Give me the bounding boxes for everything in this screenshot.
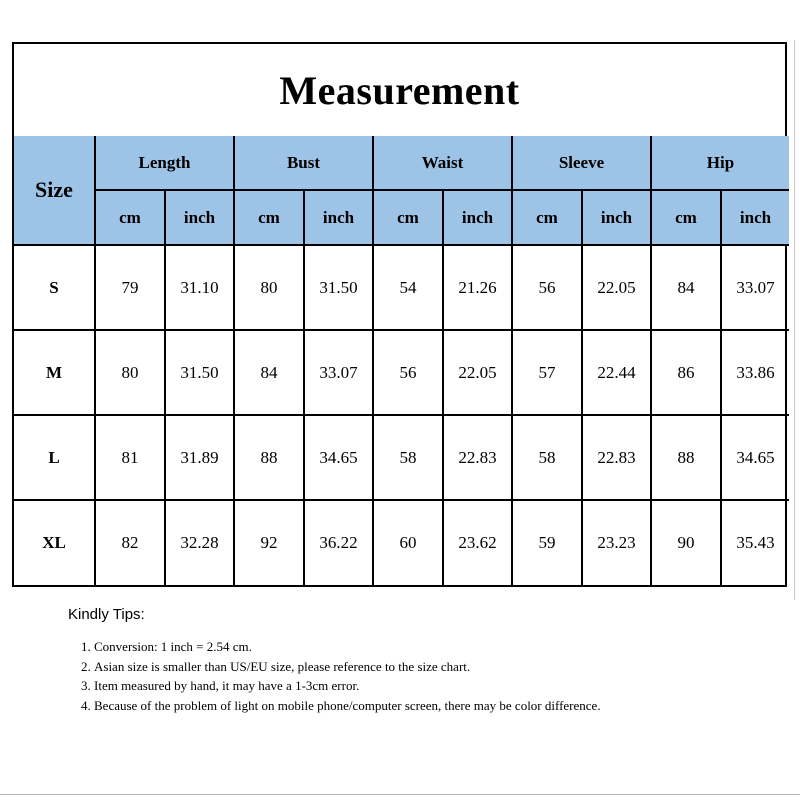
chart-title: Measurement <box>279 67 520 113</box>
table-cell: 58 <box>513 416 583 501</box>
kindly-tips <box>68 606 708 715</box>
row-size-label: M <box>14 331 96 416</box>
table-cell: 31.50 <box>166 331 235 416</box>
table-cell: 88 <box>652 416 722 501</box>
table-cell: 34.65 <box>305 416 374 501</box>
table-cell: 60 <box>374 501 444 585</box>
size-chart <box>12 42 787 587</box>
table-cell: 81 <box>96 416 166 501</box>
table-cell: 88 <box>235 416 305 501</box>
unit-header-cm: cm <box>96 191 166 246</box>
table-cell: 57 <box>513 331 583 416</box>
table-cell: 90 <box>652 501 722 585</box>
tips-list <box>68 637 708 715</box>
unit-header-inch: inch <box>166 191 235 246</box>
column-header-sleeve: Sleeve <box>513 136 652 191</box>
page-edge-bottom <box>0 794 800 795</box>
tip-item: 3. Item measured by hand, it may have a 1-3cm error. <box>94 676 708 696</box>
measurement-table <box>14 136 785 585</box>
table-cell: 31.50 <box>305 246 374 331</box>
tip-item: 2. Asian size is smaller than US/EU size, please reference to the size chart. <box>94 657 708 677</box>
table-cell: 54 <box>374 246 444 331</box>
column-header-hip: Hip <box>652 136 789 191</box>
table-cell: 56 <box>374 331 444 416</box>
row-size-label: S <box>14 246 96 331</box>
table-cell: 80 <box>235 246 305 331</box>
page-edge-right <box>794 40 795 600</box>
table-cell: 84 <box>652 246 722 331</box>
table-cell: 22.44 <box>583 331 652 416</box>
table-cell: 23.62 <box>444 501 513 585</box>
table-cell: 92 <box>235 501 305 585</box>
table-cell: 59 <box>513 501 583 585</box>
unit-header-inch: inch <box>722 191 789 246</box>
table-cell: 21.26 <box>444 246 513 331</box>
table-cell: 33.07 <box>722 246 789 331</box>
table-cell: 34.65 <box>722 416 789 501</box>
table-cell: 31.10 <box>166 246 235 331</box>
size-header: Size <box>14 136 96 246</box>
unit-header-cm: cm <box>652 191 722 246</box>
tips-heading: Kindly Tips: <box>68 606 145 623</box>
column-header-bust: Bust <box>235 136 374 191</box>
table-cell: 58 <box>374 416 444 501</box>
unit-header-cm: cm <box>235 191 305 246</box>
table-cell: 79 <box>96 246 166 331</box>
table-cell: 80 <box>96 331 166 416</box>
table-cell: 86 <box>652 331 722 416</box>
column-header-waist: Waist <box>374 136 513 191</box>
table-cell: 84 <box>235 331 305 416</box>
table-cell: 22.05 <box>444 331 513 416</box>
tip-item: 1. Conversion: 1 inch = 2.54 cm. <box>94 637 708 657</box>
unit-header-inch: inch <box>583 191 652 246</box>
unit-header-cm: cm <box>513 191 583 246</box>
table-cell: 82 <box>96 501 166 585</box>
unit-header-inch: inch <box>305 191 374 246</box>
table-cell: 23.23 <box>583 501 652 585</box>
table-cell: 22.83 <box>583 416 652 501</box>
table-cell: 56 <box>513 246 583 331</box>
table-cell: 32.28 <box>166 501 235 585</box>
table-cell: 31.89 <box>166 416 235 501</box>
title-band <box>14 44 785 138</box>
table-cell: 22.05 <box>583 246 652 331</box>
table-cell: 33.86 <box>722 331 789 416</box>
unit-header-inch: inch <box>444 191 513 246</box>
tip-item: 4. Because of the problem of light on mobile phone/computer screen, there may be color difference. <box>94 696 708 716</box>
table-cell: 35.43 <box>736 533 775 552</box>
table-cell: 22.83 <box>444 416 513 501</box>
table-cell: 33.07 <box>305 331 374 416</box>
column-header-length: Length <box>96 136 235 191</box>
row-size-label: L <box>14 416 96 501</box>
table-cell: 36.22 <box>305 501 374 585</box>
row-size-label: XL <box>14 501 96 585</box>
unit-header-cm: cm <box>374 191 444 246</box>
